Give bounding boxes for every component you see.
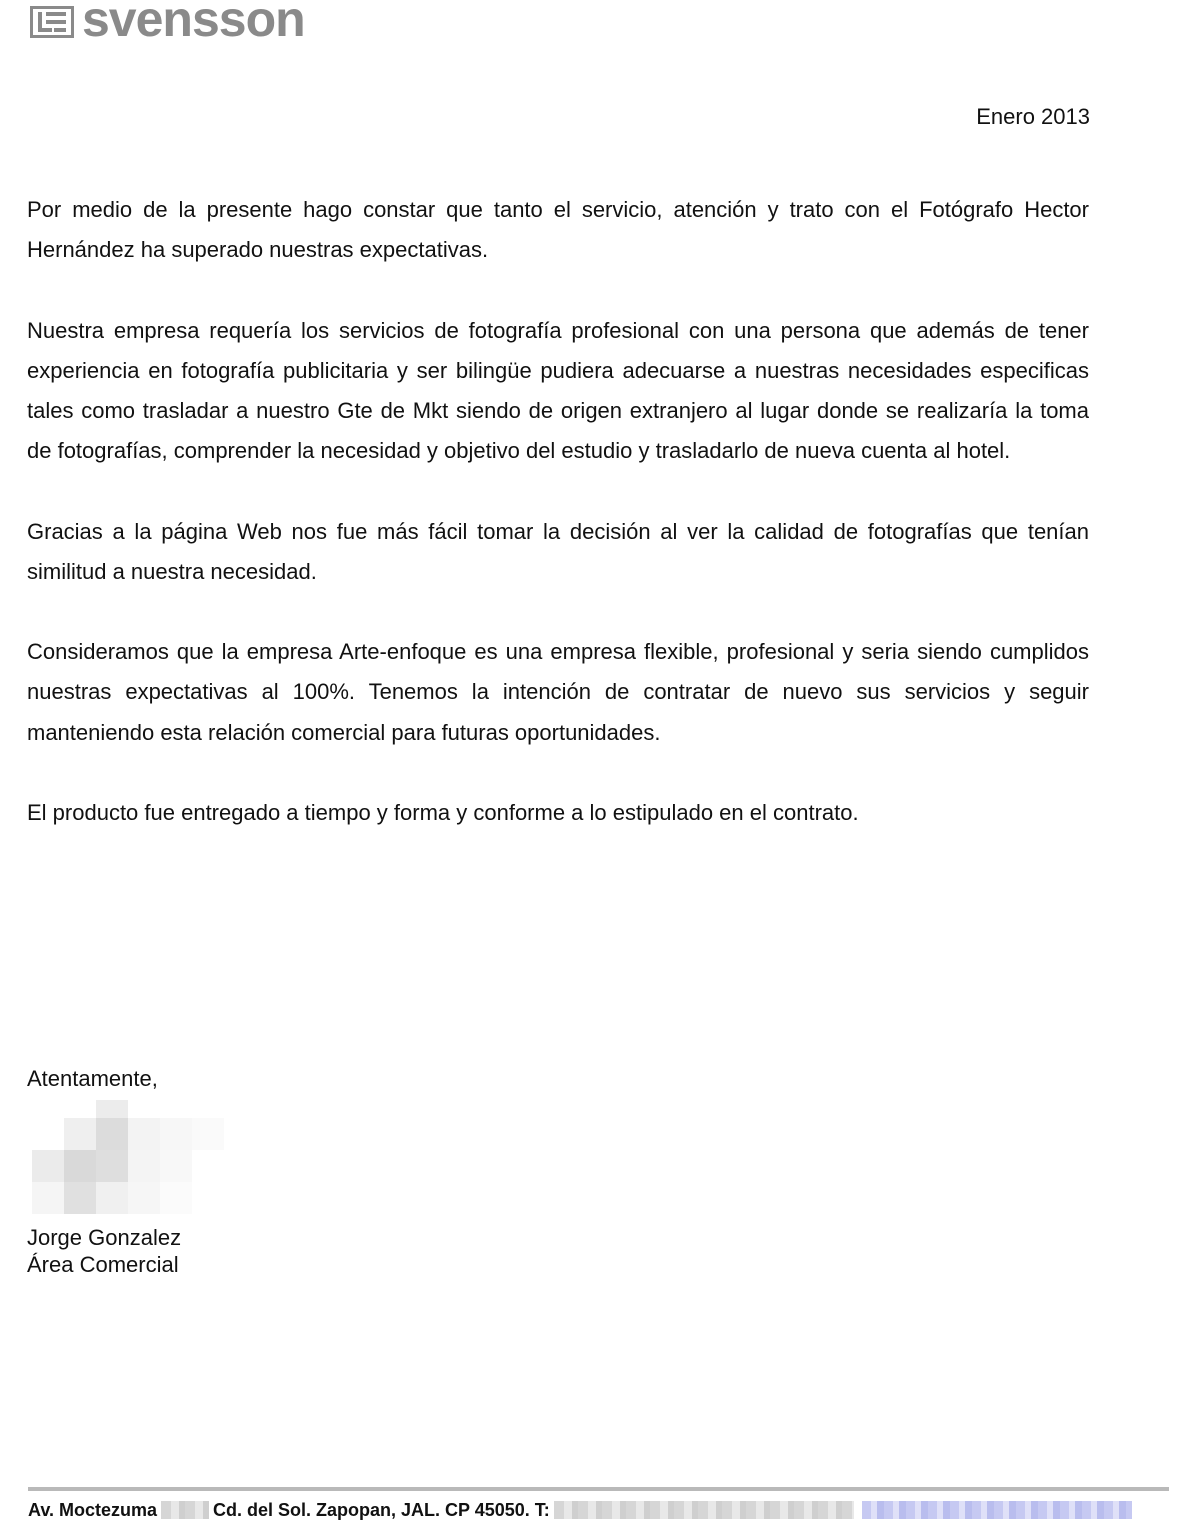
signer-block [27,1224,181,1278]
paragraph: Por medio de la presente hago constar que tanto el servicio, atención y trato con el Fotógrafo Hector Hernández ha superado nuestras expectativas. [27,197,1089,263]
redacted-number [161,1501,209,1519]
paragraph: Gracias a la página Web nos fue más fácil tomar la decisión al ver la calidad de fotografías que tenían similitud a nuestra necesidad. [27,518,1089,584]
letter-closing: Atentamente, [27,1066,158,1091]
svensson-logo-icon [30,6,74,38]
footer-address-street: Av. Moctezuma [28,1500,158,1520]
signer-name: Jorge Gonzalez [27,1225,182,1250]
paragraph: El producto fue entregado a tiempo y forma y conforme a lo estipulado en el contrato. [27,799,859,825]
letter-body [27,190,1089,873]
letter-date: Enero 2013 [976,104,1090,129]
footer-address [28,1496,1136,1524]
paragraph: Consideramos que la empresa Arte-enfoque es una empresa flexible, profesional y seria siendo cumplidos nuestras expectativas al 100%. Tenemos la intención de contratar de nuevo sus servicios y seguir manteniendo esta relación comercial para futuras oportunidades. [27,639,1089,745]
company-logo [30,0,305,47]
redacted-phone [554,1501,854,1519]
footer-address-city: Cd. del Sol. Zapopan, JAL. CP 45050. T: [213,1500,550,1520]
signer-role: Área Comercial [27,1252,179,1277]
logo-wordmark: svensson [82,0,305,47]
paragraph: Nuestra empresa requería los servicios de fotografía profesional con una persona que además de tener experiencia en fotografía publicitaria y ser bilingüe pudiera adecuarse a nuestras necesidades especificas tales como trasladar a nuestro Gte de Mkt siendo de origen extranjero al lugar donde se realizaría la toma de fotografías, comprender la necesidad y objetivo del estudio y trasladarlo de nueva cuenta al hotel. [27,317,1089,464]
redacted-signature [24,1100,224,1218]
redacted-website [862,1501,1132,1519]
footer-divider [28,1487,1169,1491]
